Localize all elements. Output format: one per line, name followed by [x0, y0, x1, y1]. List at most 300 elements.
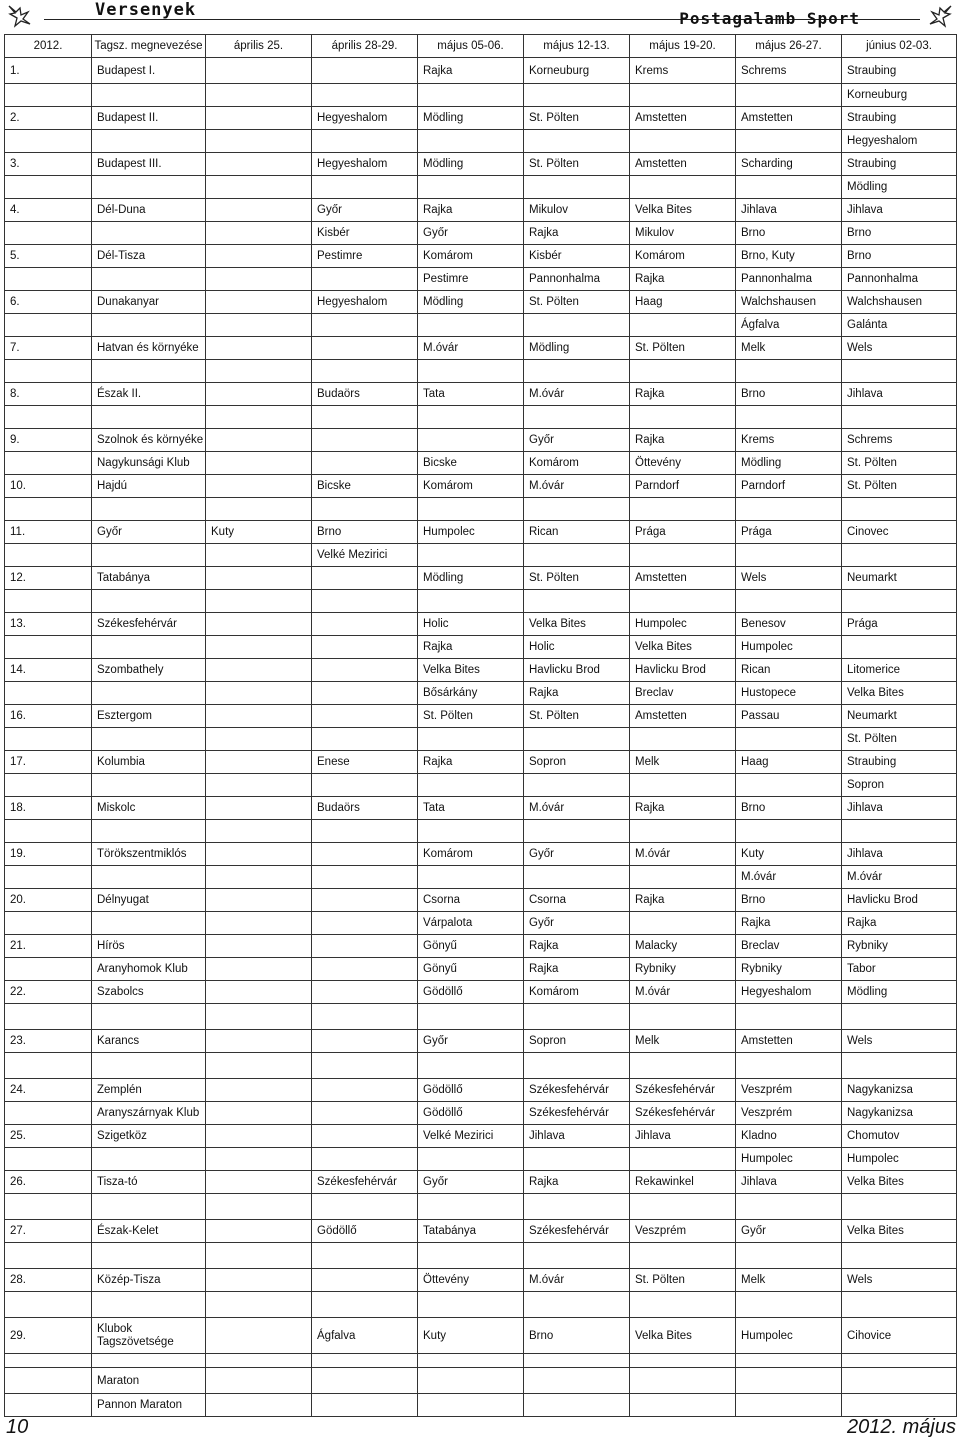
column-header: május 05-06. [418, 35, 524, 58]
race-location-cell [206, 1292, 312, 1318]
race-location-cell: Rajka [524, 222, 630, 245]
race-location-cell: Rican [524, 521, 630, 544]
race-location-cell [206, 360, 312, 383]
race-location-cell [524, 820, 630, 843]
race-location-cell: Tata [418, 797, 524, 820]
race-location-cell [630, 1243, 736, 1269]
race-location-cell: Velka Bites [842, 682, 957, 705]
race-location-cell: Tata [418, 383, 524, 406]
race-location-cell: Humpolec [842, 1148, 957, 1171]
race-location-cell [206, 1318, 312, 1354]
race-location-cell [312, 1079, 418, 1102]
race-location-cell [206, 153, 312, 176]
table-row [5, 130, 957, 153]
table-row [5, 935, 957, 958]
race-location-cell [524, 406, 630, 429]
race-location-cell [630, 1053, 736, 1079]
race-location-cell: Rajka [418, 751, 524, 774]
issue-date: 2012. május [847, 1416, 956, 1438]
member-association-cell: Észak II. [92, 383, 206, 406]
race-location-cell [312, 912, 418, 935]
member-association-cell: Budapest I. [92, 58, 206, 84]
race-location-cell [206, 613, 312, 636]
race-location-cell: Parndorf [736, 475, 842, 498]
race-location-cell: Székesfehérvár [630, 1102, 736, 1125]
race-location-cell [312, 1030, 418, 1053]
race-location-cell: Velka Bites [524, 613, 630, 636]
race-location-cell: Neumarkt [842, 705, 957, 728]
race-location-cell [524, 360, 630, 383]
race-location-cell [312, 1148, 418, 1171]
race-location-cell [312, 314, 418, 337]
table-row [5, 797, 957, 820]
row-number-cell: 28. [5, 1269, 92, 1292]
table-row [5, 1269, 957, 1292]
race-location-cell: Jihlava [736, 1171, 842, 1194]
race-location-cell: Straubing [842, 107, 957, 130]
race-location-cell: Kladno [736, 1125, 842, 1148]
race-location-cell: Rajka [418, 636, 524, 659]
race-location-cell: Velka Bites [630, 1318, 736, 1354]
race-location-cell [206, 176, 312, 199]
race-location-cell [206, 498, 312, 521]
race-location-cell: Rajka [630, 429, 736, 452]
race-location-cell: Straubing [842, 153, 957, 176]
race-location-cell: Amstetten [630, 705, 736, 728]
race-location-cell [630, 912, 736, 935]
race-location-cell: Amstetten [736, 1030, 842, 1053]
race-location-cell [630, 774, 736, 797]
race-location-cell: Győr [524, 843, 630, 866]
row-number-cell [5, 1194, 92, 1220]
race-location-cell: Rajka [418, 58, 524, 84]
race-location-cell: Havlicku Brod [630, 659, 736, 682]
race-location-cell [418, 544, 524, 567]
race-location-cell [418, 1148, 524, 1171]
table-row [5, 84, 957, 107]
race-location-cell: Passau [736, 705, 842, 728]
race-location-cell [418, 429, 524, 452]
race-location-cell: Győr [312, 199, 418, 222]
row-number-cell [5, 1004, 92, 1030]
race-location-cell: St. Pölten [524, 567, 630, 590]
row-number-cell [5, 268, 92, 291]
race-location-cell: Rajka [524, 958, 630, 981]
member-association-cell [92, 1354, 206, 1368]
race-location-cell [206, 958, 312, 981]
race-location-cell [524, 728, 630, 751]
member-association-cell: Nagykunsági Klub [92, 452, 206, 475]
member-association-cell [92, 682, 206, 705]
race-location-cell: Rajka [736, 912, 842, 935]
table-row [5, 889, 957, 912]
race-location-cell: Velké Mezirici [418, 1125, 524, 1148]
race-location-cell: Jihlava [736, 199, 842, 222]
race-location-cell: Pestimre [418, 268, 524, 291]
table-row [5, 636, 957, 659]
member-association-cell [92, 130, 206, 153]
race-location-cell [842, 820, 957, 843]
race-location-cell [206, 705, 312, 728]
race-location-cell [312, 1004, 418, 1030]
race-location-cell [736, 1394, 842, 1417]
race-location-cell [630, 1194, 736, 1220]
race-location-cell: Rybniky [736, 958, 842, 981]
race-location-cell [312, 1125, 418, 1148]
row-number-cell: 20. [5, 889, 92, 912]
table-row [5, 245, 957, 268]
race-location-cell [842, 498, 957, 521]
race-location-cell: Humpolec [736, 1318, 842, 1354]
row-number-cell [5, 820, 92, 843]
race-location-cell [736, 1368, 842, 1394]
race-location-cell [842, 1292, 957, 1318]
race-location-cell [206, 1243, 312, 1269]
race-location-cell [206, 84, 312, 107]
race-location-cell: M.óvár [524, 797, 630, 820]
race-location-cell [630, 1004, 736, 1030]
race-location-cell [736, 84, 842, 107]
member-association-cell: Szabolcs [92, 981, 206, 1004]
table-row [5, 1292, 957, 1318]
table-row [5, 1368, 957, 1394]
race-location-cell: Öttevény [418, 1269, 524, 1292]
race-location-cell [206, 728, 312, 751]
race-location-cell: Kuty [206, 521, 312, 544]
table-row [5, 360, 957, 383]
table-row [5, 820, 957, 843]
race-location-cell: M.óvár [524, 475, 630, 498]
race-location-cell [206, 636, 312, 659]
row-number-cell [5, 84, 92, 107]
table-row [5, 1171, 957, 1194]
race-location-cell: Melk [736, 1269, 842, 1292]
column-header: április 28-29. [312, 35, 418, 58]
row-number-cell: 29. [5, 1318, 92, 1354]
race-location-cell: Rajka [630, 383, 736, 406]
race-location-cell [312, 360, 418, 383]
race-location-cell: Rajka [842, 912, 957, 935]
table-row [5, 544, 957, 567]
race-location-cell [736, 774, 842, 797]
member-association-cell: Budapest II. [92, 107, 206, 130]
race-location-cell: Nagykanizsa [842, 1079, 957, 1102]
table-row [5, 1079, 957, 1102]
table-row [5, 452, 957, 475]
row-number-cell [5, 544, 92, 567]
member-association-cell: Pannon Maraton [92, 1394, 206, 1417]
row-number-cell: 19. [5, 843, 92, 866]
race-location-cell [206, 797, 312, 820]
race-location-cell: Velka Bites [630, 199, 736, 222]
race-location-cell [206, 1148, 312, 1171]
row-number-cell: 14. [5, 659, 92, 682]
race-location-cell: Havlicku Brod [842, 889, 957, 912]
race-location-cell: Wels [842, 337, 957, 360]
race-location-cell [312, 889, 418, 912]
race-location-cell [312, 130, 418, 153]
race-location-cell: Cihovice [842, 1318, 957, 1354]
magazine-title: Postagalamb Sport [679, 9, 860, 28]
race-location-cell: St. Pölten [842, 475, 957, 498]
race-location-cell [736, 1194, 842, 1220]
row-number-cell: 12. [5, 567, 92, 590]
race-location-cell [206, 337, 312, 360]
race-location-cell [206, 981, 312, 1004]
table-row [5, 659, 957, 682]
race-location-cell [418, 1292, 524, 1318]
race-location-cell [736, 1354, 842, 1368]
row-number-cell: 9. [5, 429, 92, 452]
row-number-cell [5, 636, 92, 659]
row-number-cell [5, 590, 92, 613]
race-location-cell: Benesov [736, 613, 842, 636]
race-location-cell: Brno [524, 1318, 630, 1354]
table-row [5, 567, 957, 590]
race-location-cell: St. Pölten [630, 1269, 736, 1292]
column-header: 2012. [5, 35, 92, 58]
race-location-cell [206, 199, 312, 222]
race-location-cell: Kisbér [524, 245, 630, 268]
race-location-cell [524, 774, 630, 797]
race-location-cell [206, 751, 312, 774]
member-association-cell [92, 222, 206, 245]
race-location-cell: Mikulov [524, 199, 630, 222]
race-location-cell: Litomerice [842, 659, 957, 682]
member-association-cell: Klubok Tagszövetsége [92, 1318, 206, 1354]
race-location-cell [842, 1354, 957, 1368]
member-association-cell: Miskolc [92, 797, 206, 820]
race-location-cell: Brno, Kuty [736, 245, 842, 268]
race-location-cell: Mödling [418, 107, 524, 130]
race-location-cell [630, 1148, 736, 1171]
member-association-cell [92, 590, 206, 613]
race-location-cell: St. Pölten [524, 153, 630, 176]
member-association-cell [92, 1292, 206, 1318]
race-location-cell [842, 636, 957, 659]
race-location-cell: Wels [842, 1269, 957, 1292]
race-location-cell [206, 1194, 312, 1220]
member-association-cell [92, 820, 206, 843]
race-location-cell: Rajka [524, 682, 630, 705]
race-location-cell [842, 406, 957, 429]
race-location-cell [206, 291, 312, 314]
race-location-cell: Győr [736, 1220, 842, 1243]
race-location-cell [418, 774, 524, 797]
race-location-cell [206, 58, 312, 84]
race-location-cell: Amstetten [630, 153, 736, 176]
race-location-cell: St. Pölten [630, 337, 736, 360]
race-location-cell [312, 843, 418, 866]
race-location-cell [524, 1004, 630, 1030]
race-location-cell [312, 682, 418, 705]
race-location-cell: Budaörs [312, 797, 418, 820]
race-location-cell: Velké Mezirici [312, 544, 418, 567]
race-location-cell [842, 360, 957, 383]
race-location-cell: Győr [418, 1030, 524, 1053]
race-location-cell: Hegyeshalom [312, 291, 418, 314]
row-number-cell [5, 360, 92, 383]
race-location-cell [418, 1394, 524, 1417]
race-location-cell: Győr [418, 1171, 524, 1194]
row-number-cell [5, 1148, 92, 1171]
race-location-cell: Várpalota [418, 912, 524, 935]
row-number-cell [5, 866, 92, 889]
race-location-cell: Breclav [736, 935, 842, 958]
race-location-cell [630, 820, 736, 843]
race-location-cell [524, 1292, 630, 1318]
race-location-cell: M.óvár [524, 383, 630, 406]
race-location-cell: Haag [630, 291, 736, 314]
race-location-cell [312, 1292, 418, 1318]
race-location-cell: Pannonhalma [842, 268, 957, 291]
row-number-cell [5, 452, 92, 475]
member-association-cell [92, 406, 206, 429]
table-row [5, 1243, 957, 1269]
race-location-cell [312, 590, 418, 613]
member-association-cell: Szombathely [92, 659, 206, 682]
race-location-cell: Mikulov [630, 222, 736, 245]
row-number-cell [5, 1368, 92, 1394]
race-location-cell: Győr [524, 429, 630, 452]
race-location-cell [630, 406, 736, 429]
race-location-cell: Gödöllő [418, 1102, 524, 1125]
race-location-cell: Straubing [842, 751, 957, 774]
race-location-cell [206, 1079, 312, 1102]
race-location-cell [524, 130, 630, 153]
table-row [5, 1004, 957, 1030]
race-location-cell: Malacky [630, 935, 736, 958]
race-location-cell [524, 1243, 630, 1269]
race-location-cell: M.óvár [736, 866, 842, 889]
race-location-cell: M.óvár [418, 337, 524, 360]
race-location-cell: Komárom [418, 245, 524, 268]
row-number-cell: 24. [5, 1079, 92, 1102]
race-location-cell: Pannonhalma [736, 268, 842, 291]
race-location-cell: Kisbér [312, 222, 418, 245]
race-location-cell [736, 728, 842, 751]
race-location-cell [312, 935, 418, 958]
race-location-cell: Sopron [524, 751, 630, 774]
race-location-cell: Mödling [418, 567, 524, 590]
race-location-cell: Kuty [418, 1318, 524, 1354]
race-location-cell: Jihlava [630, 1125, 736, 1148]
race-location-cell [524, 1194, 630, 1220]
race-location-cell: Chomutov [842, 1125, 957, 1148]
race-location-cell: St. Pölten [524, 107, 630, 130]
row-number-cell: 3. [5, 153, 92, 176]
table-row [5, 498, 957, 521]
race-location-cell [630, 84, 736, 107]
race-location-cell [206, 245, 312, 268]
table-row [5, 751, 957, 774]
row-number-cell: 21. [5, 935, 92, 958]
race-location-cell [312, 1269, 418, 1292]
column-header: május 19-20. [630, 35, 736, 58]
race-location-cell [736, 1053, 842, 1079]
member-association-cell [92, 544, 206, 567]
race-location-cell: Humpolec [418, 521, 524, 544]
table-row [5, 981, 957, 1004]
race-location-cell [206, 475, 312, 498]
member-association-cell: Közép-Tisza [92, 1269, 206, 1292]
race-location-cell: Rajka [630, 268, 736, 291]
table-row [5, 866, 957, 889]
race-location-cell: Jihlava [842, 199, 957, 222]
race-location-cell [524, 1148, 630, 1171]
member-association-cell [92, 866, 206, 889]
race-location-cell [630, 728, 736, 751]
table-row [5, 1220, 957, 1243]
race-location-cell: Galánta [842, 314, 957, 337]
member-association-cell: Dél-Tisza [92, 245, 206, 268]
race-location-cell [312, 820, 418, 843]
row-number-cell [5, 176, 92, 199]
race-location-cell [206, 659, 312, 682]
race-location-cell: Nagykanizsa [842, 1102, 957, 1125]
row-number-cell [5, 498, 92, 521]
race-location-cell: Kuty [736, 843, 842, 866]
race-location-cell [206, 774, 312, 797]
member-association-cell [92, 636, 206, 659]
race-location-cell [524, 84, 630, 107]
race-location-cell [418, 130, 524, 153]
table-row [5, 1030, 957, 1053]
race-location-cell: Gödöllő [418, 1079, 524, 1102]
race-location-cell [312, 268, 418, 291]
race-location-cell: Veszprém [736, 1102, 842, 1125]
table-row [5, 728, 957, 751]
race-location-cell [524, 1354, 630, 1368]
member-association-cell: Hatvan és környéke [92, 337, 206, 360]
race-location-cell [312, 774, 418, 797]
race-location-cell [312, 1102, 418, 1125]
race-location-cell [630, 590, 736, 613]
race-location-cell: Enese [312, 751, 418, 774]
member-association-cell: Tatabánya [92, 567, 206, 590]
race-location-cell [842, 590, 957, 613]
race-location-cell [312, 498, 418, 521]
race-location-cell: Wels [842, 1030, 957, 1053]
race-location-cell: Komárom [524, 981, 630, 1004]
race-location-cell [312, 613, 418, 636]
race-location-cell: Havlicku Brod [524, 659, 630, 682]
race-location-cell [736, 590, 842, 613]
column-header: április 25. [206, 35, 312, 58]
race-location-cell: Győr [524, 912, 630, 935]
row-number-cell [5, 1394, 92, 1417]
race-location-cell: Komárom [418, 843, 524, 866]
race-location-cell: Veszprém [736, 1079, 842, 1102]
table-row [5, 1394, 957, 1417]
race-location-cell [418, 728, 524, 751]
race-location-cell [630, 498, 736, 521]
race-location-cell: Sopron [524, 1030, 630, 1053]
race-location-cell: St. Pölten [524, 705, 630, 728]
race-location-cell: Velka Bites [842, 1171, 957, 1194]
race-location-cell: Schrems [736, 58, 842, 84]
table-row [5, 153, 957, 176]
race-location-cell [312, 1354, 418, 1368]
race-location-cell [206, 406, 312, 429]
race-location-cell [418, 1053, 524, 1079]
race-location-cell [312, 728, 418, 751]
race-location-cell: Komárom [418, 475, 524, 498]
table-row [5, 314, 957, 337]
race-location-cell: Mödling [842, 176, 957, 199]
row-number-cell: 11. [5, 521, 92, 544]
race-location-cell: Pestimre [312, 245, 418, 268]
